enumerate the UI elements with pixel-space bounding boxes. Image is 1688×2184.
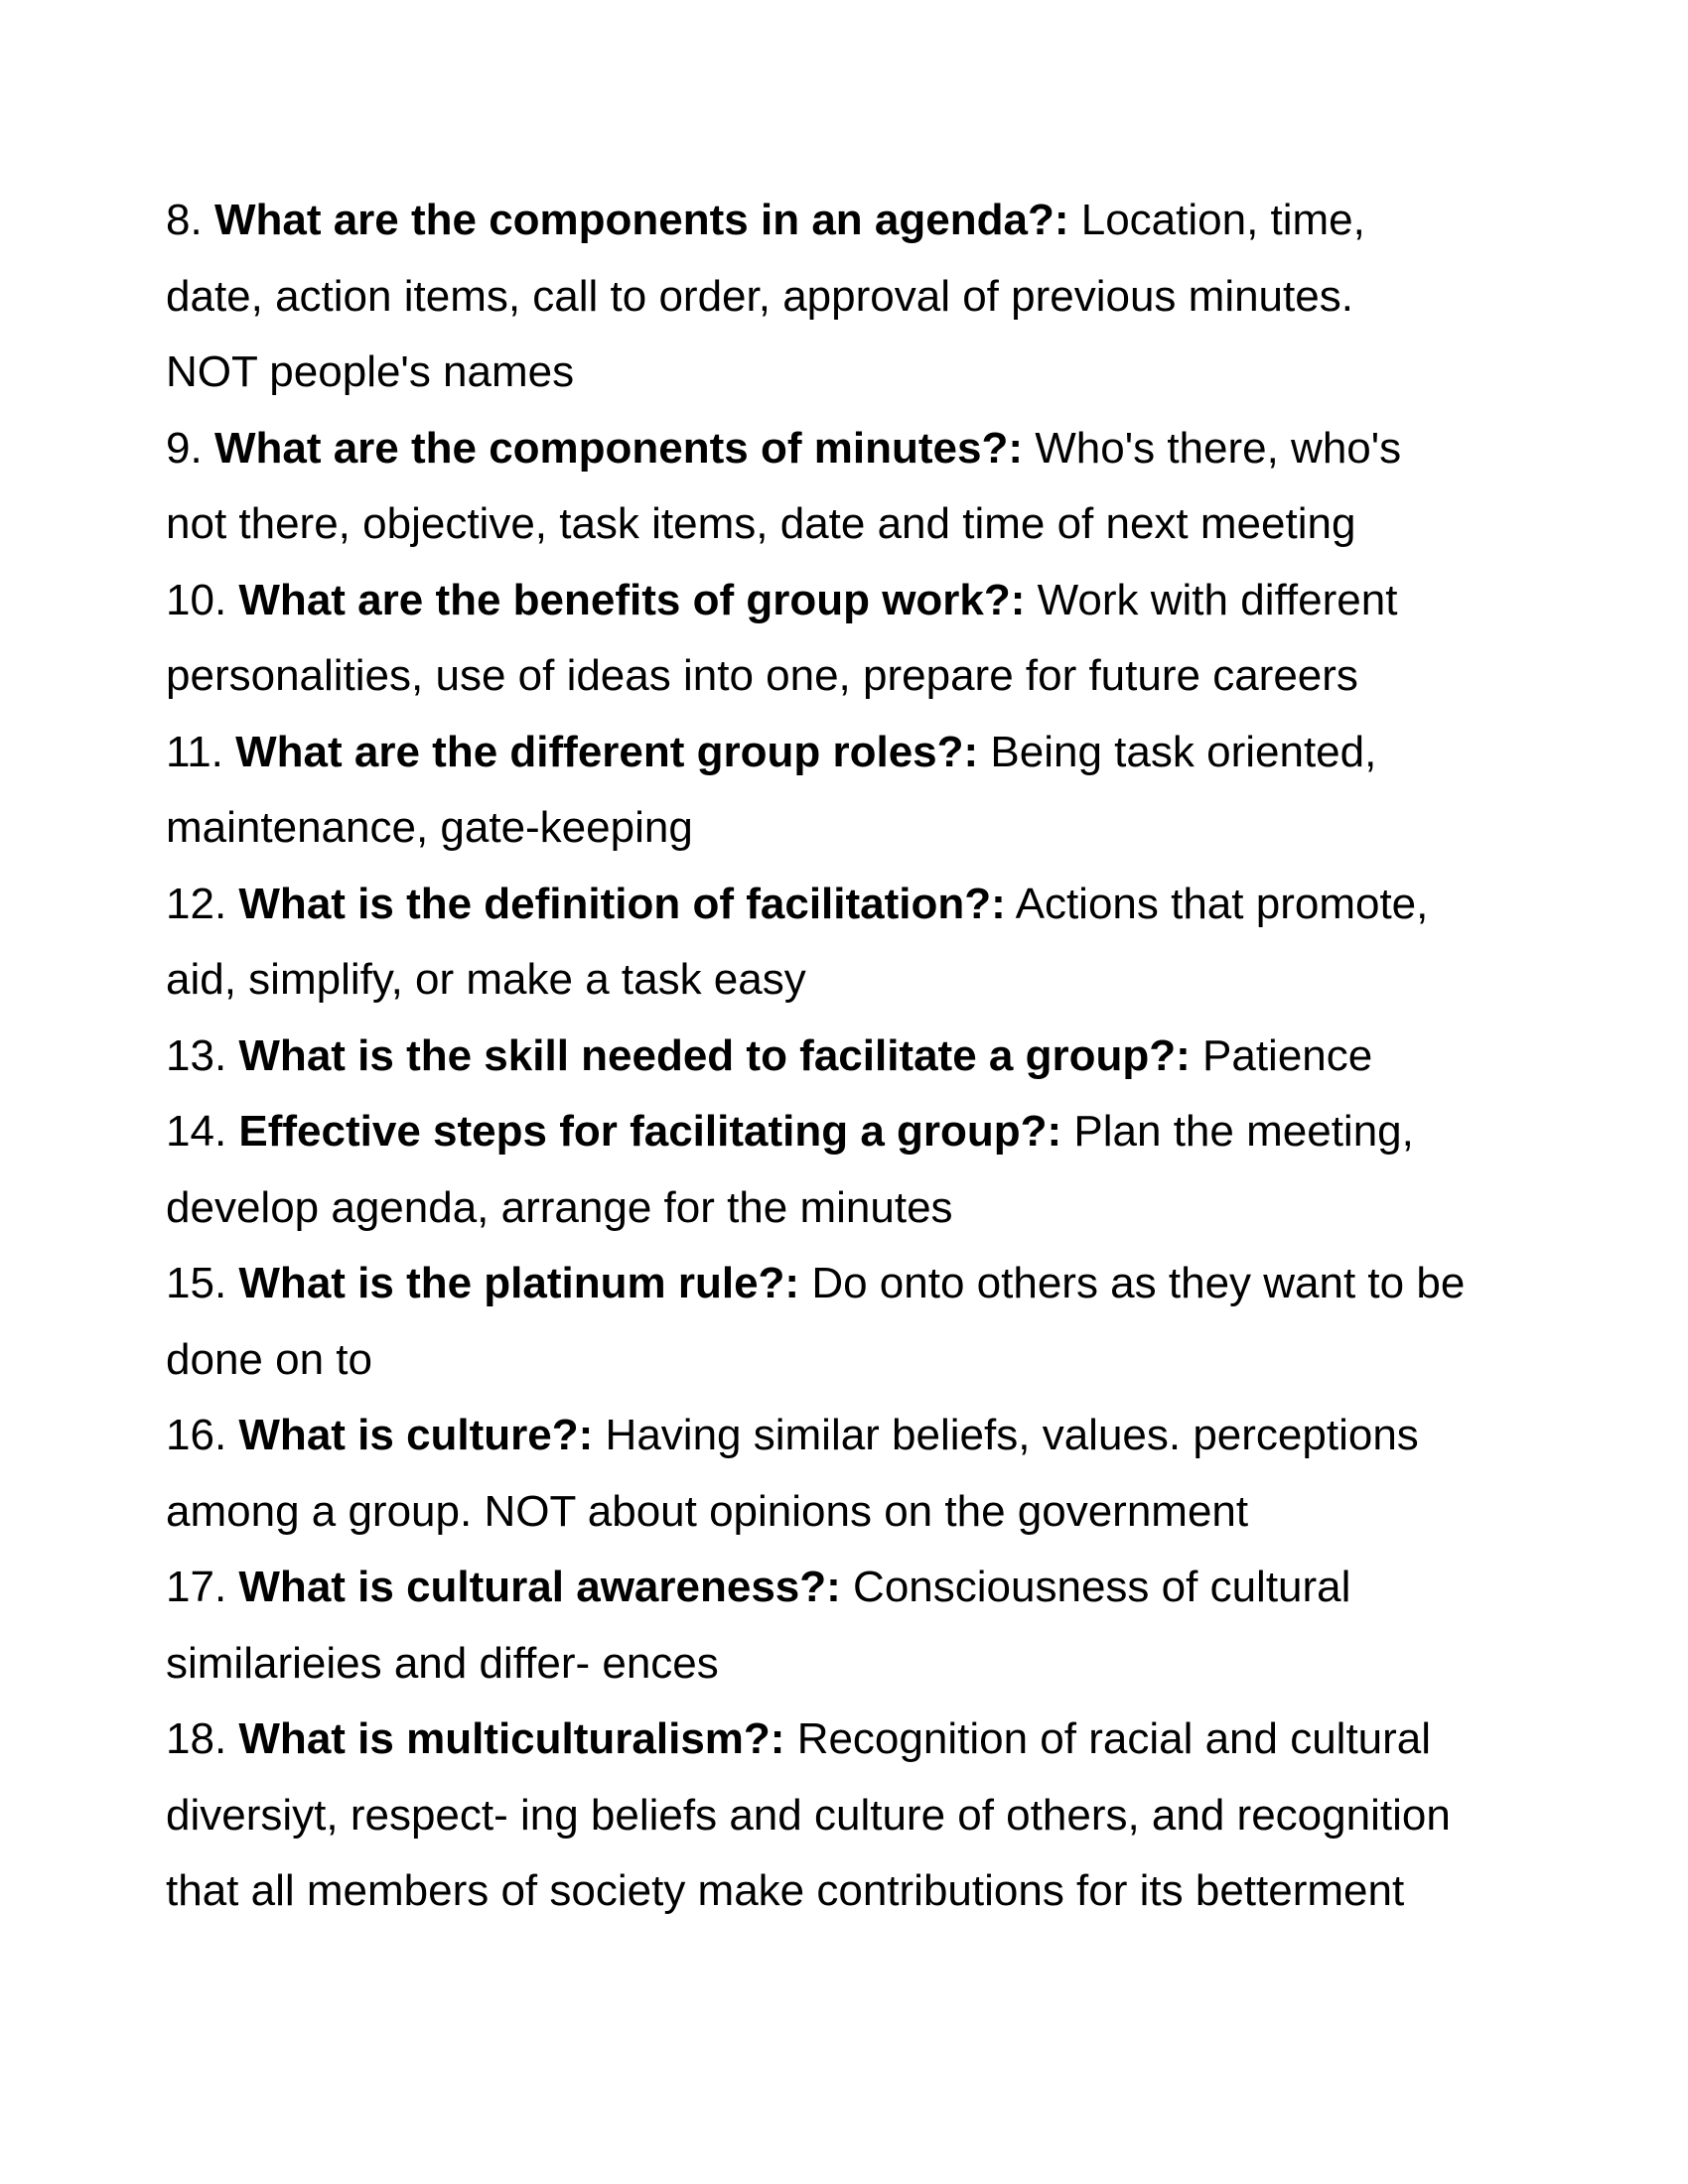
item-answer-line: Location, time,	[1080, 196, 1365, 244]
qa-item-continuation-line: diversiyt, respect- ing beliefs and culture of others, and recognition	[166, 1790, 1451, 1840]
item-answer-line: Do onto others as they want to be	[811, 1259, 1466, 1307]
qa-item-continuation-line: NOT people's names	[166, 347, 575, 396]
item-answer-line: Patience	[1202, 1030, 1373, 1080]
item-number: 13.	[166, 1030, 227, 1080]
item-number: 15.	[166, 1259, 227, 1307]
item-number: 8.	[166, 196, 203, 244]
qa-item-first-line	[166, 715, 1516, 791]
qa-item-first-line	[166, 1702, 1516, 1778]
item-answer-line: Being task oriented,	[990, 727, 1377, 776]
qa-item-first-line	[166, 563, 1516, 639]
item-answer-line: Work with different	[1037, 575, 1398, 624]
item-number: 12.	[166, 879, 227, 928]
qa-item-continuation-line: done on to	[166, 1334, 372, 1384]
item-answer-line: Consciousness of cultural	[853, 1563, 1351, 1611]
item-question: What are the benefits of group work?:	[238, 575, 1026, 624]
item-number: 9.	[166, 423, 203, 473]
item-number: 11.	[166, 727, 223, 776]
qa-item-first-line	[166, 411, 1516, 487]
item-answer-line: Recognition of racial and cultural	[796, 1714, 1432, 1763]
item-number: 10.	[166, 575, 227, 624]
item-answer-line: Having similar beliefs, values. perceptions	[605, 1411, 1419, 1459]
qa-item-first-line	[166, 1246, 1516, 1322]
item-answer-line: Who's there, who's	[1035, 423, 1402, 473]
qa-item-first-line	[166, 1398, 1516, 1474]
qa-item-continuation-line: aid, simplify, or make a task easy	[166, 955, 806, 1004]
qa-item-continuation-line: among a group. NOT about opinions on the government	[166, 1486, 1249, 1536]
qa-item-first-line	[166, 183, 1516, 259]
item-number: 18.	[166, 1714, 227, 1763]
qa-item-continuation-line: similarieies and differ- ences	[166, 1638, 719, 1688]
qa-item-first-line	[166, 1550, 1516, 1626]
item-question: What is the definition of facilitation?:	[238, 879, 1006, 928]
item-question: Effective steps for facilitating a group?:	[238, 1107, 1062, 1156]
item-question: What are the components in an agenda?:	[213, 196, 1069, 244]
item-question: What is multiculturalism?:	[238, 1714, 785, 1763]
qa-item-continuation-line: develop agenda, arrange for the minutes	[166, 1182, 953, 1232]
qa-item-first-line	[166, 1019, 1516, 1095]
qa-item-continuation-line: personalities, use of ideas into one, prepare for future careers	[166, 651, 1358, 700]
item-question: What is culture?:	[238, 1411, 594, 1459]
item-answer-line: Plan the meeting,	[1073, 1107, 1414, 1156]
qa-item-first-line	[166, 1094, 1516, 1170]
item-number: 17.	[166, 1563, 227, 1611]
qa-item-continuation-line: date, action items, call to order, approval of previous minutes.	[166, 271, 1353, 321]
item-number: 16.	[166, 1411, 227, 1459]
item-question: What is the platinum rule?:	[238, 1259, 800, 1307]
qa-item-continuation-line: not there, objective, task items, date and time of next meeting	[166, 499, 1356, 548]
qa-item-first-line	[166, 867, 1516, 943]
item-question: What is cultural awareness?:	[238, 1563, 841, 1611]
item-number: 14.	[166, 1107, 227, 1156]
qa-list	[166, 183, 1516, 1930]
item-answer-line: Actions that promote,	[1015, 879, 1429, 928]
item-question: What are the different group roles?:	[235, 727, 979, 776]
qa-item-continuation-line: that all members of society make contributions for its betterment	[166, 1866, 1405, 1915]
item-question: What are the components of minutes?:	[213, 423, 1023, 473]
item-question: What is the skill needed to facilitate a group?:	[238, 1030, 1191, 1080]
qa-item-continuation-line: maintenance, gate-keeping	[166, 803, 693, 852]
